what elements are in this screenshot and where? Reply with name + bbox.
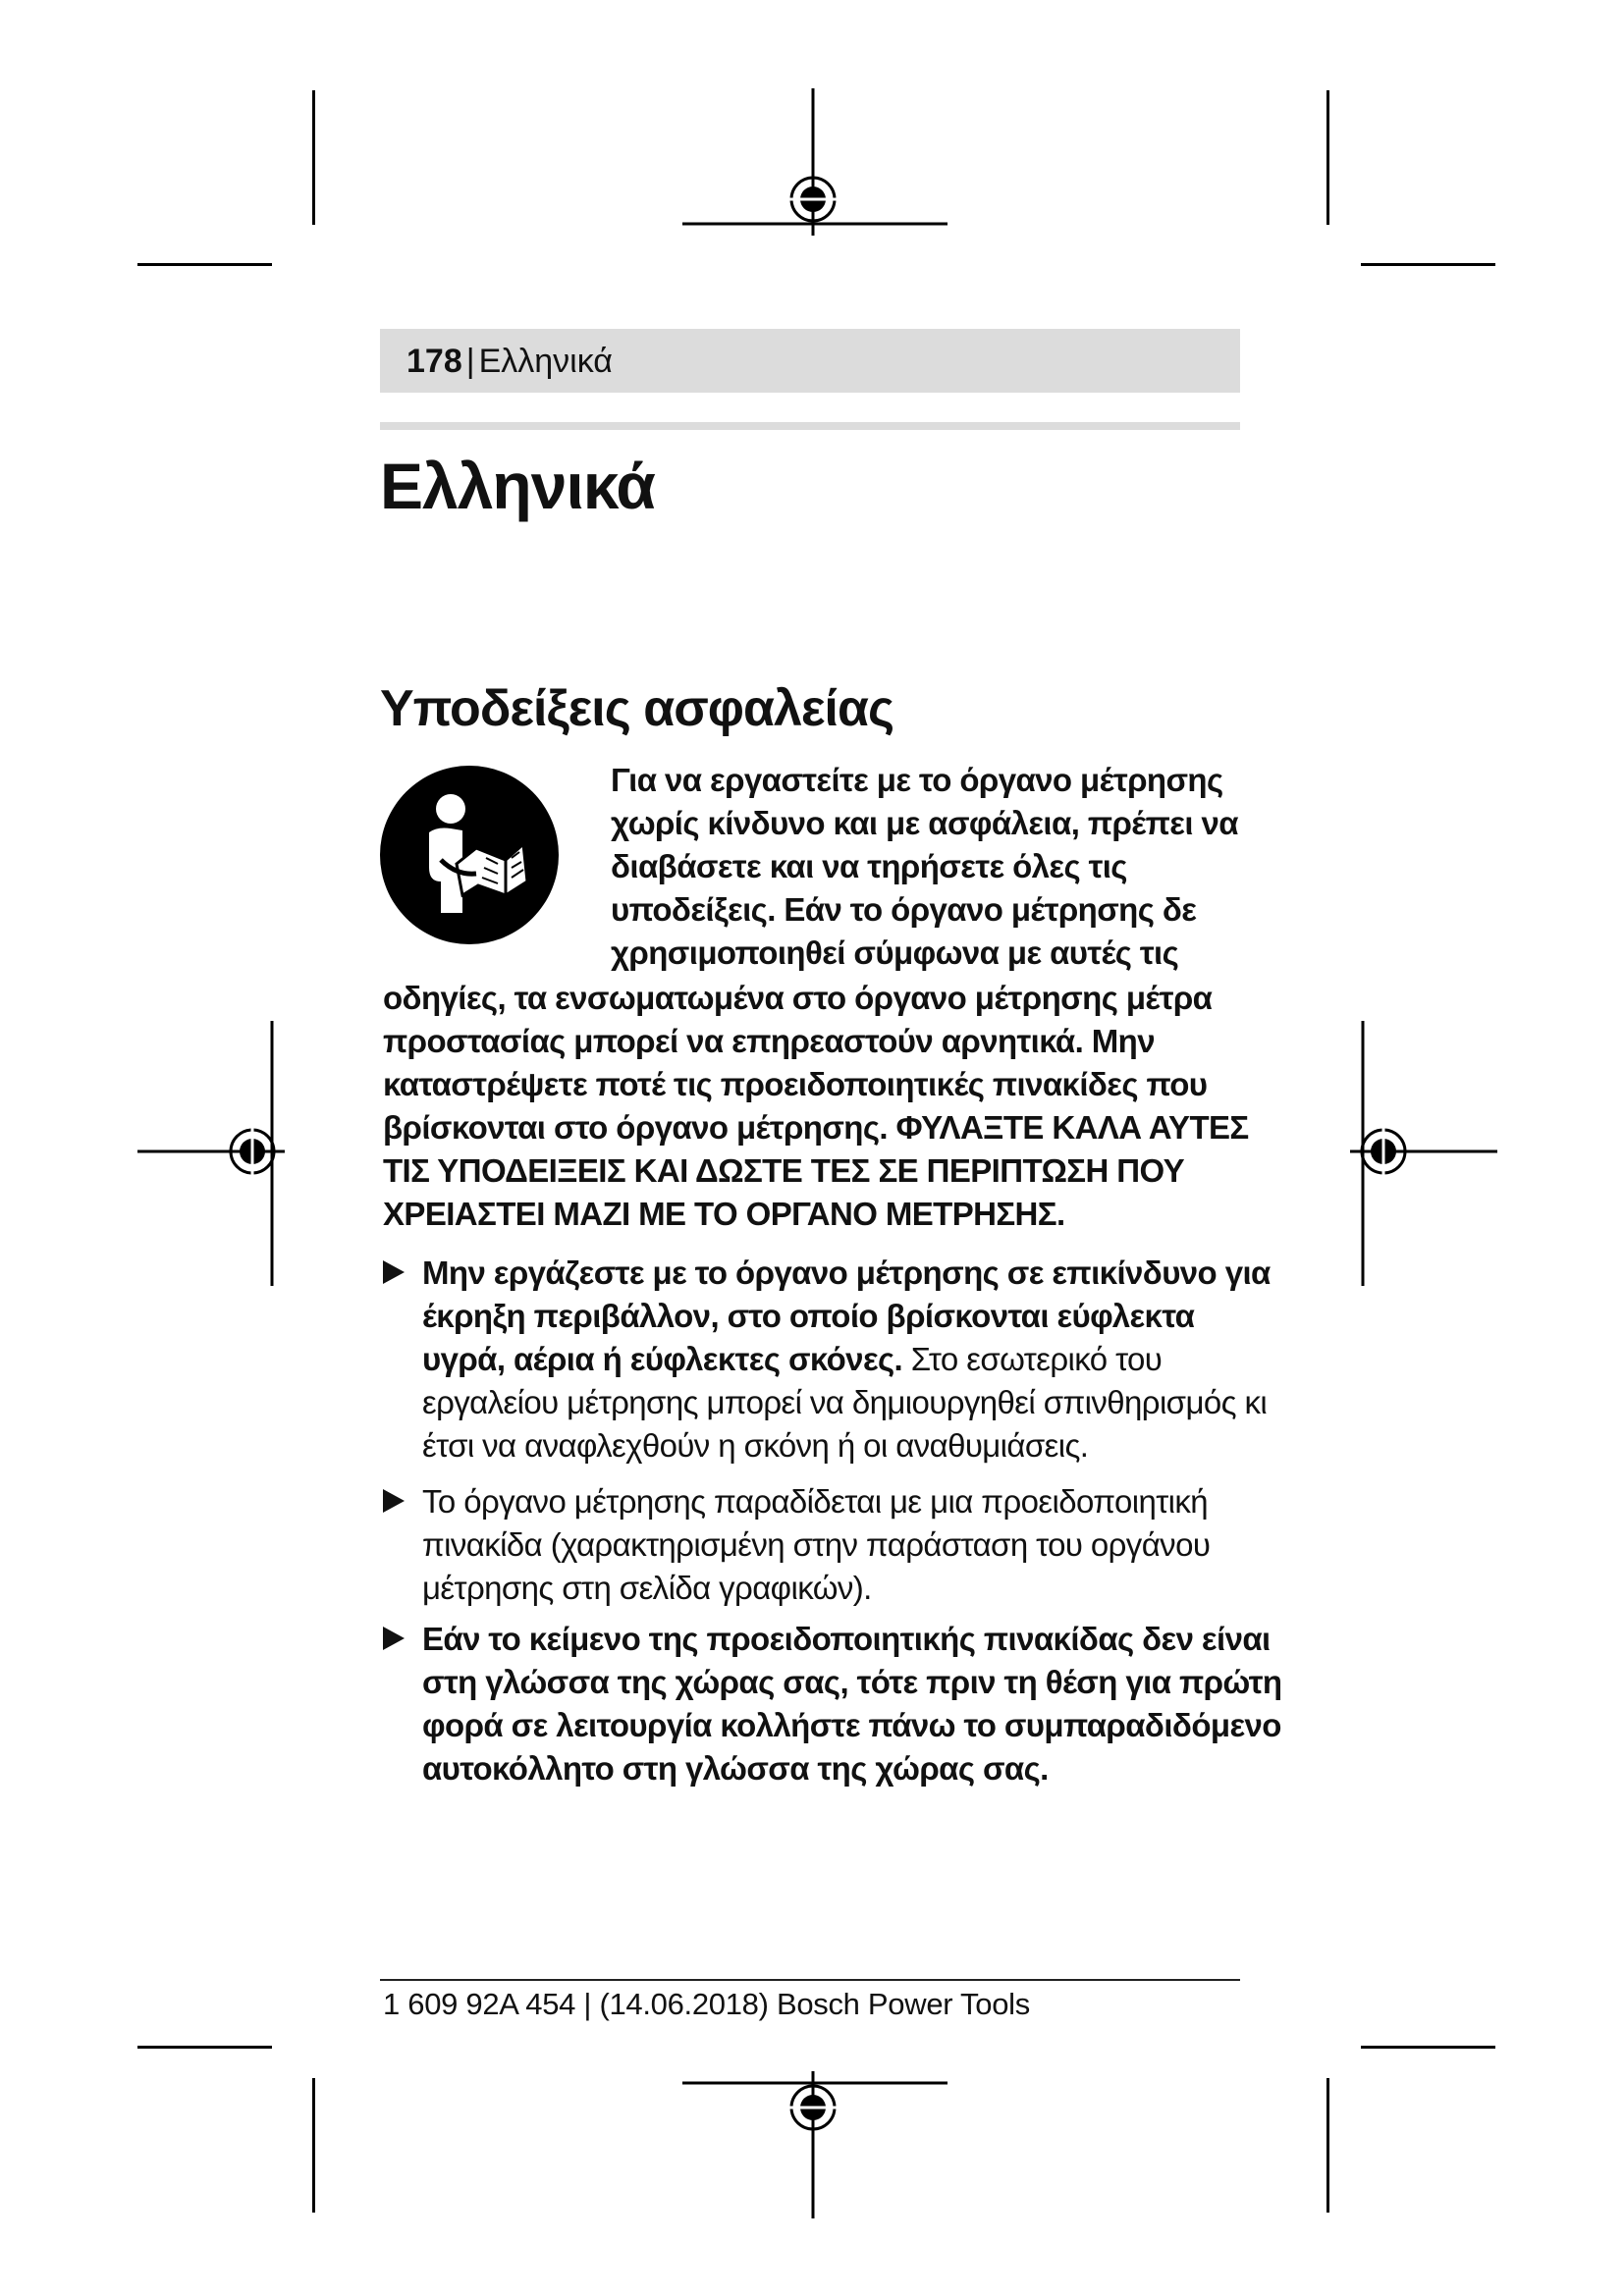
bullet-line: φορά σε λειτουργία κολλήστε πάνω το συμπαραδιδόμενο bbox=[422, 1707, 1281, 1743]
intro-paragraph-full bbox=[383, 977, 1257, 1236]
bullet-line: έκρηξη περιβάλλον, στο οποίο βρίσκονται εύφλεκτα bbox=[422, 1298, 1195, 1334]
registration-mark-top bbox=[677, 88, 952, 236]
crop-mark bbox=[1361, 263, 1495, 266]
text-line: ΤΙΣ ΥΠΟΔΕΙΞΕΙΣ ΚΑΙ ΔΩΣΤΕ ΤΕΣ ΣΕ ΠΕΡΙΠΤΩΣΗ ΠΟΥ bbox=[383, 1152, 1185, 1189]
crop-mark bbox=[1326, 90, 1329, 225]
intro-paragraph-beside-icon bbox=[611, 759, 1485, 975]
page-header bbox=[380, 329, 1240, 393]
bullet-line: Στο εσωτερικό του bbox=[902, 1341, 1163, 1377]
bullet-line: Μην εργάζεστε με το όργανο μέτρησης σε επικίνδυνο για bbox=[422, 1255, 1271, 1291]
bullet-line: μέτρησης στη σελίδα γραφικών). bbox=[422, 1570, 872, 1606]
read-manual-icon bbox=[380, 766, 559, 944]
bullet-line: αυτοκόλλητο στη γλώσσα της χώρας σας. bbox=[422, 1750, 1049, 1787]
bullet-line: υγρά, αέρια ή εύφλεκτες σκόνες. bbox=[422, 1341, 903, 1377]
text-line: διαβάσετε και να τηρήσετε όλες τις bbox=[611, 848, 1127, 884]
bullet-line: εργαλείου μέτρησης μπορεί να δημιουργηθεί σπινθηρισμός κι bbox=[422, 1384, 1268, 1420]
text-line: προστασίας μπορεί να επηρεαστούν αρνητικά. Μην bbox=[383, 1023, 1155, 1059]
text-line: χρησιμοποιηθεί σύμφωνα με αυτές τις bbox=[611, 934, 1179, 971]
bullet-line: στη γλώσσα της χώρας σας, τότε πριν τη θέση για πρώτη bbox=[422, 1664, 1282, 1700]
text-line: καταστρέψετε ποτέ τις προειδοποιητικές πινακίδες που bbox=[383, 1066, 1208, 1102]
crop-mark bbox=[1326, 2078, 1329, 2213]
bullet-arrow-icon bbox=[383, 1260, 405, 1284]
text-line: βρίσκονται στο όργανο μέτρησης. ΦΥΛΑΞΤΕ ΚΑΛΑ ΑΥΤΕΣ bbox=[383, 1109, 1249, 1146]
text-line: Για να εργαστείτε με το όργανο μέτρησης bbox=[611, 762, 1223, 798]
bullet-line: Το όργανο μέτρησης παραδίδεται με μια προειδοποιητική bbox=[422, 1483, 1209, 1520]
text-line: οδηγίες, τα ενσωματωμένα στο όργανο μέτρησης μέτρα bbox=[383, 980, 1213, 1016]
bullet-arrow-icon bbox=[383, 1489, 405, 1513]
bullet-line: έτσι να αναφλεχθούν η σκόνη ή οι αναθυμιάσεις. bbox=[422, 1427, 1089, 1464]
crop-mark bbox=[312, 90, 315, 225]
header-language: Ελληνικά bbox=[478, 343, 613, 380]
footer-rule bbox=[380, 1979, 1240, 1981]
text-line: υποδείξεις. Εάν το όργανο μέτρησης δε bbox=[611, 891, 1197, 928]
page-title: Ελληνικά bbox=[380, 450, 655, 522]
bullet-arrow-icon bbox=[383, 1627, 405, 1650]
text-line: ΧΡΕΙΑΣΤΕΙ ΜΑΖΙ ΜΕ ΤΟ ΟΡΓΑΝΟ ΜΕΤΡΗΣΗΣ. bbox=[383, 1196, 1065, 1232]
header-separator: | bbox=[465, 343, 475, 380]
bullet-line: Εάν το κείμενο της προειδοποιητικής πινακίδας δεν είναι bbox=[422, 1621, 1271, 1657]
header-text bbox=[406, 341, 613, 382]
registration-mark-left bbox=[137, 1016, 285, 1291]
crop-mark bbox=[312, 2078, 315, 2213]
registration-mark-bottom bbox=[677, 2071, 952, 2218]
text-line: χωρίς κίνδυνο και με ασφάλεια, πρέπει να bbox=[611, 805, 1238, 841]
registration-mark-right bbox=[1350, 1016, 1497, 1291]
crop-mark bbox=[137, 2046, 272, 2049]
header-rule bbox=[380, 422, 1240, 430]
section-heading: Υποδείξεις ασφαλείας bbox=[380, 680, 894, 737]
bullet-line: πινακίδα (χαρακτηρισμένη στην παράσταση του οργάνου bbox=[422, 1526, 1211, 1563]
footer-text: 1 609 92A 454 | (14.06.2018) Bosch Power Tools bbox=[383, 1987, 1030, 2021]
page-number: 178 bbox=[406, 343, 462, 380]
crop-mark bbox=[137, 263, 272, 266]
crop-mark bbox=[1361, 2046, 1495, 2049]
